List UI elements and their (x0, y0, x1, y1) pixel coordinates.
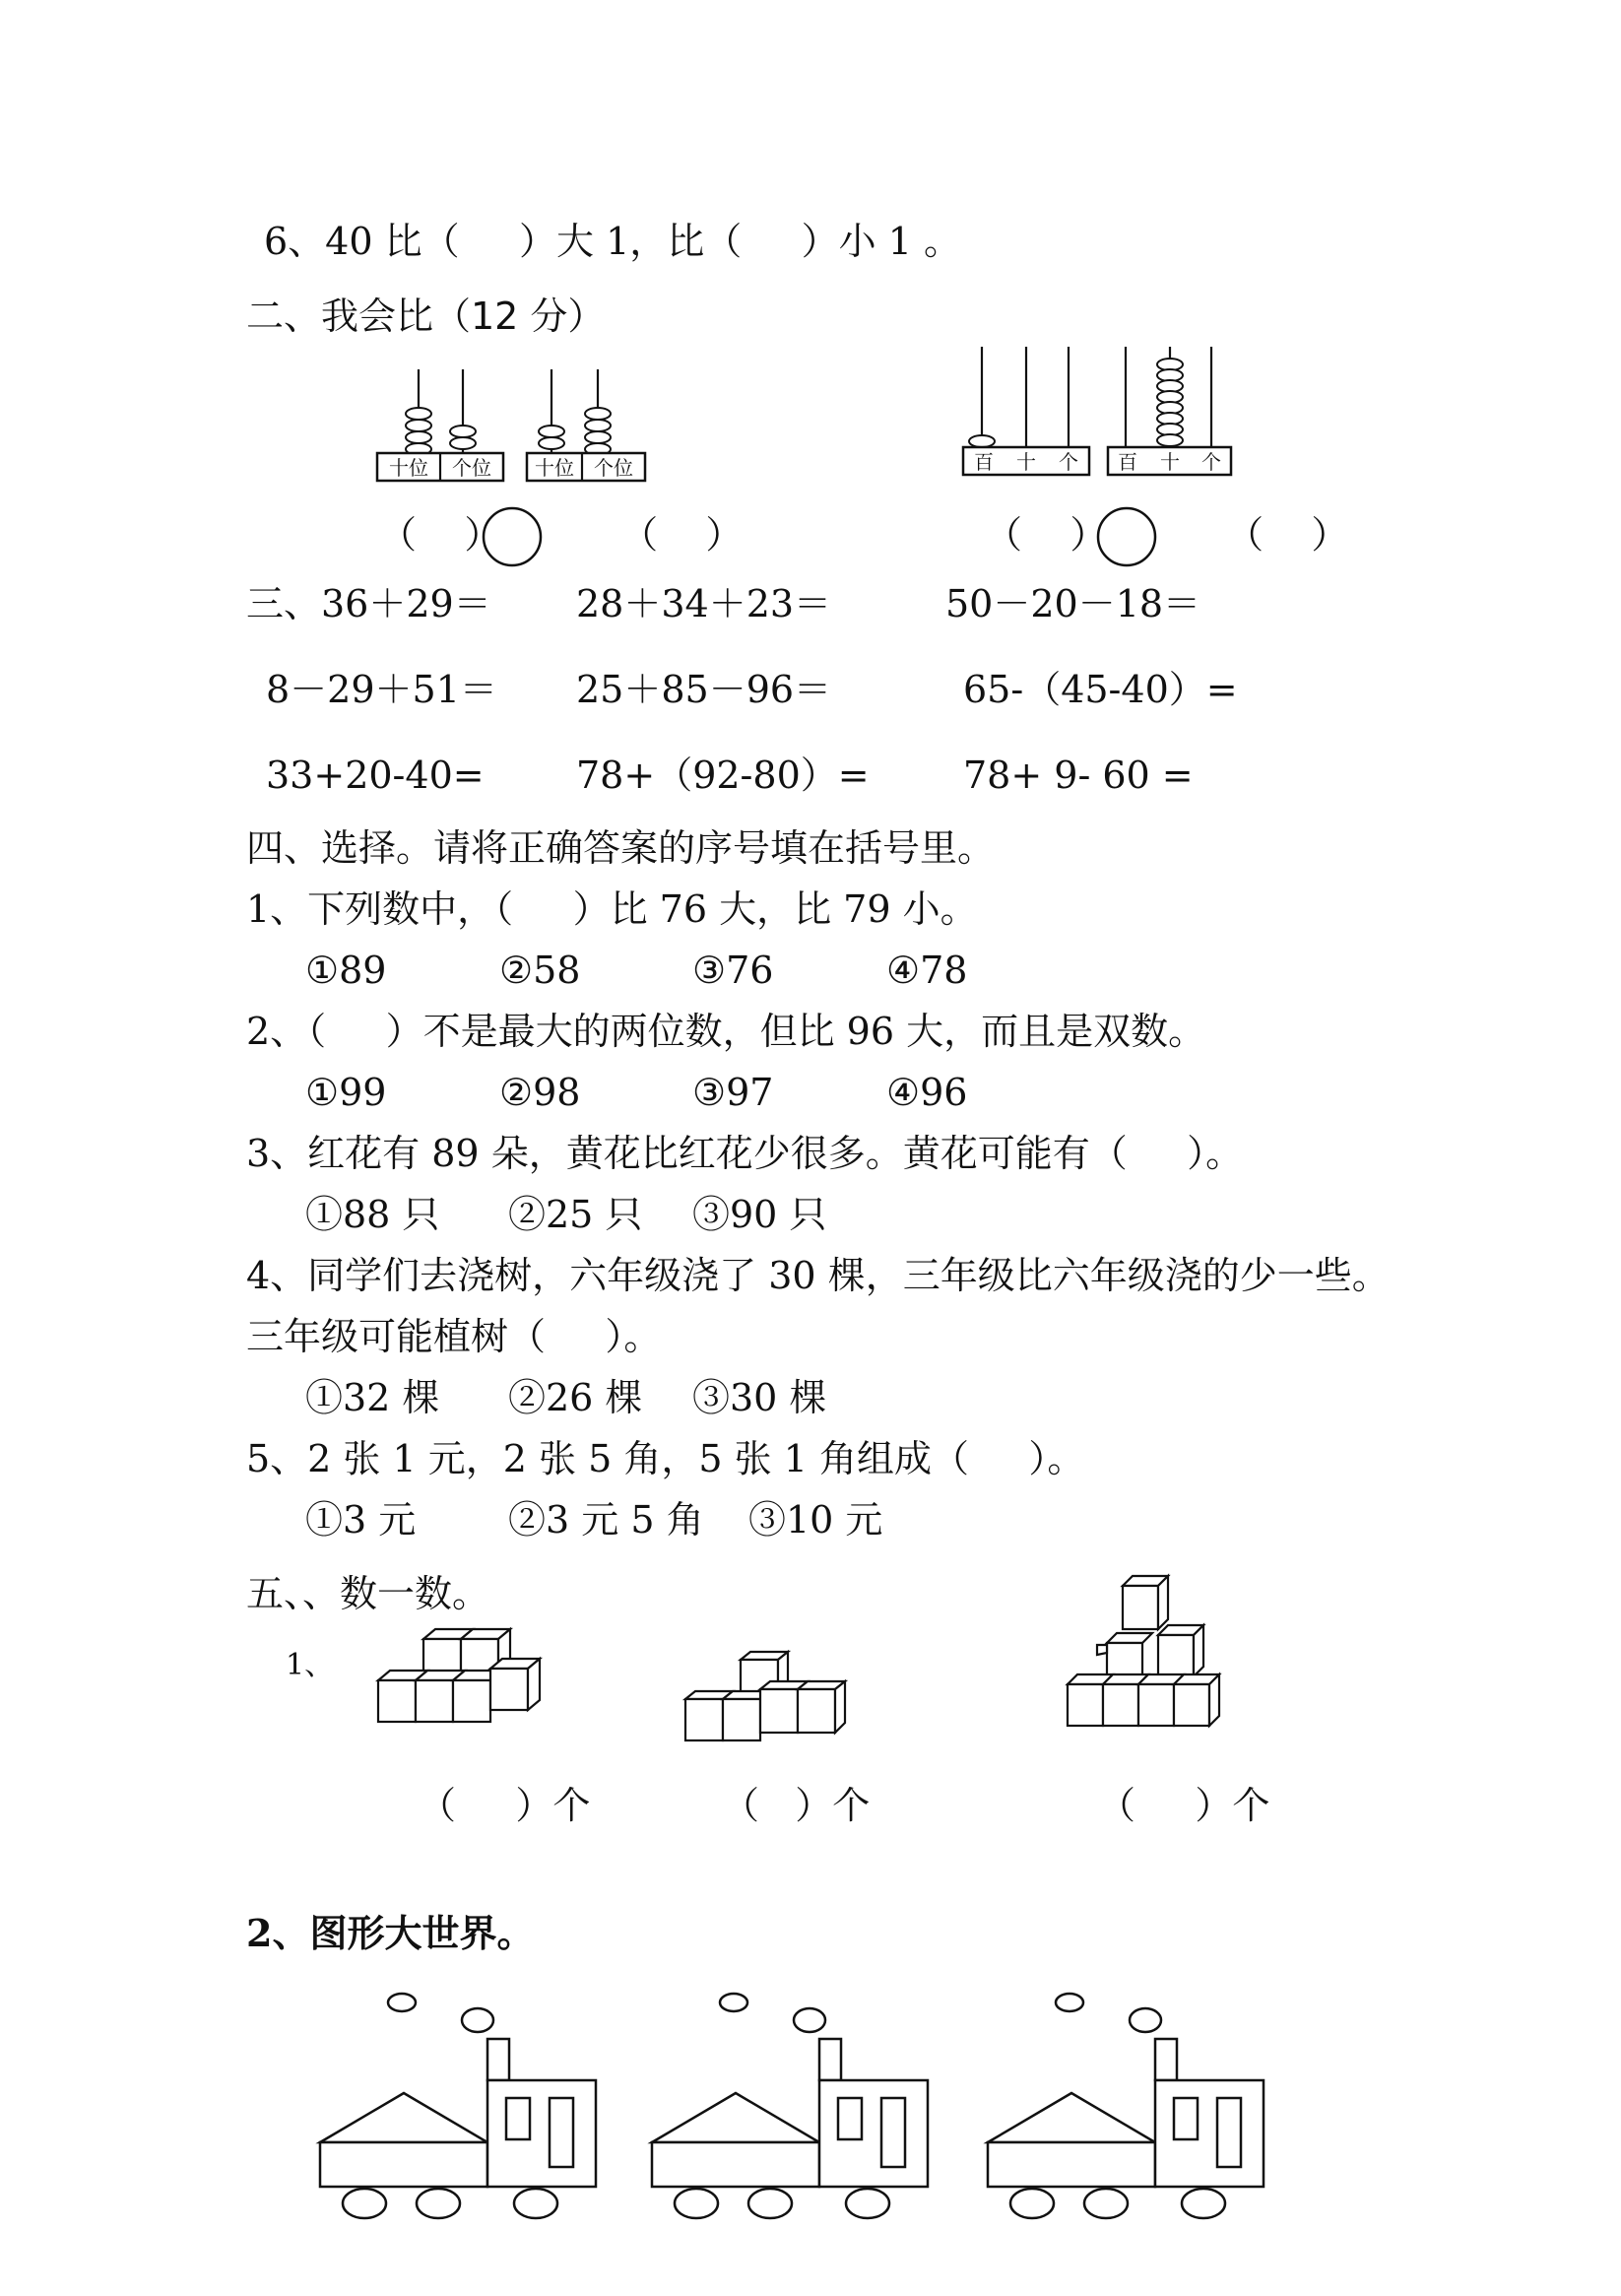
choice-5-opt2: ②3 元 5 角 (508, 1498, 704, 1542)
choice-5-opt1: ①3 元 (305, 1498, 417, 1542)
section-5-title: 五、、数一数。 (246, 1572, 490, 1615)
hundreds-label: 百 (974, 450, 994, 474)
train-3 (983, 1985, 1278, 2231)
choice-2-opt4: ④96 (886, 1071, 968, 1114)
tens-label: 十位 (535, 456, 574, 480)
ones-label: 个 (1059, 450, 1078, 474)
sec3-row3-b: 78+（92-80）= (576, 754, 870, 797)
choice-2-opt2: ②98 (499, 1071, 581, 1114)
choice-3-opt3: ③90 只 (692, 1193, 827, 1236)
compare-circle-left[interactable] (481, 505, 544, 568)
train-1 (315, 1985, 611, 2231)
choice-5: 5、2 张 1 元，2 张 5 角，5 张 1 角组成（ ）。 (246, 1437, 1085, 1480)
choice-3-opt2: ②25 只 (508, 1193, 643, 1236)
choice-2-opt3: ③97 (692, 1071, 774, 1114)
question-6: 6、40 比（ ）大 1，比（ ）小 1 。 (264, 220, 961, 263)
choice-1-opt4: ④78 (886, 949, 968, 992)
sec3-row1-c: 50－20－18＝ (945, 582, 1201, 625)
section-5-2-title: 2、图形大世界。 (246, 1911, 535, 1955)
choice-1-opt3: ③76 (692, 949, 774, 992)
choice-1-opt2: ②58 (499, 949, 581, 992)
abacus-2 (527, 369, 645, 481)
choice-4-opt1: ①32 棵 (305, 1376, 440, 1419)
cube-group-a (374, 1627, 571, 1775)
sec3-row3-a: 33+20-40= (266, 754, 485, 797)
choice-5-opt3: ③10 元 (748, 1498, 883, 1542)
abacus-3 (963, 347, 1089, 475)
abacus-1 (377, 369, 503, 481)
sec3-row2-b: 25＋85－96＝ (576, 668, 832, 711)
choice-1: 1、下列数中，（ ）比 76 大，比 79 小。 (246, 887, 978, 931)
abacus-4 (1108, 347, 1231, 475)
section-2-title: 二、我会比（12 分） (246, 295, 606, 338)
count-answer-b: （ ）个 (722, 1784, 871, 1827)
ones-label: 个 (1201, 450, 1221, 474)
count-answer-c: （ ）个 (1098, 1784, 1270, 1827)
choice-4-opt3: ③30 棵 (692, 1376, 827, 1419)
tens-label: 十 (1016, 450, 1036, 474)
cube-group-b (681, 1640, 898, 1788)
count-answer-a: （ ）个 (419, 1784, 591, 1827)
choice-4: 4、同学们去浇树，六年级浇了 30 棵，三年级比六年级浇的少一些。 (246, 1254, 1390, 1297)
sec3-row3-c: 78+ 9- 60 = (963, 754, 1194, 797)
tens-label: 十 (1160, 450, 1180, 474)
cube-group-c (1064, 1574, 1280, 1771)
compare-left: （ ） （ ） (379, 513, 744, 557)
sec3-row2-c: 65-（45-40）= (963, 668, 1238, 711)
abacus-right-pair (960, 347, 1256, 485)
choice-1-opt1: ①89 (305, 949, 387, 992)
choice-4-cont: 三年级可能植树（ ）。 (246, 1315, 662, 1358)
sec3-row1-b: 28＋34＋23＝ (576, 582, 832, 625)
sec3-row2-a: 8－29＋51＝ (266, 668, 497, 711)
section-4-title: 四、选择。请将正确答案的序号填在括号里。 (246, 826, 996, 870)
sec3-row1-a: 三、36＋29＝ (246, 582, 491, 625)
choice-2: 2、（ ）不是最大的两位数，但比 96 大，而且是双数。 (246, 1010, 1206, 1053)
choice-4-opt2: ②26 棵 (508, 1376, 643, 1419)
section-5-item1: 1、 (286, 1648, 335, 1682)
choice-3-opt1: ①88 只 (305, 1193, 440, 1236)
abacus-left-pair (374, 360, 670, 497)
compare-right: （ ） （ ） (985, 513, 1349, 557)
train-2 (647, 1985, 942, 2231)
compare-circle-right[interactable] (1095, 505, 1158, 568)
ones-label: 个位 (452, 456, 491, 480)
choice-3: 3、红花有 89 朵，黄花比红花少很多。黄花可能有（ ）。 (246, 1132, 1244, 1175)
hundreds-label: 百 (1118, 450, 1137, 474)
ones-label: 个位 (594, 456, 633, 480)
choice-2-opt1: ①99 (305, 1071, 387, 1114)
tens-label: 十位 (389, 456, 428, 480)
